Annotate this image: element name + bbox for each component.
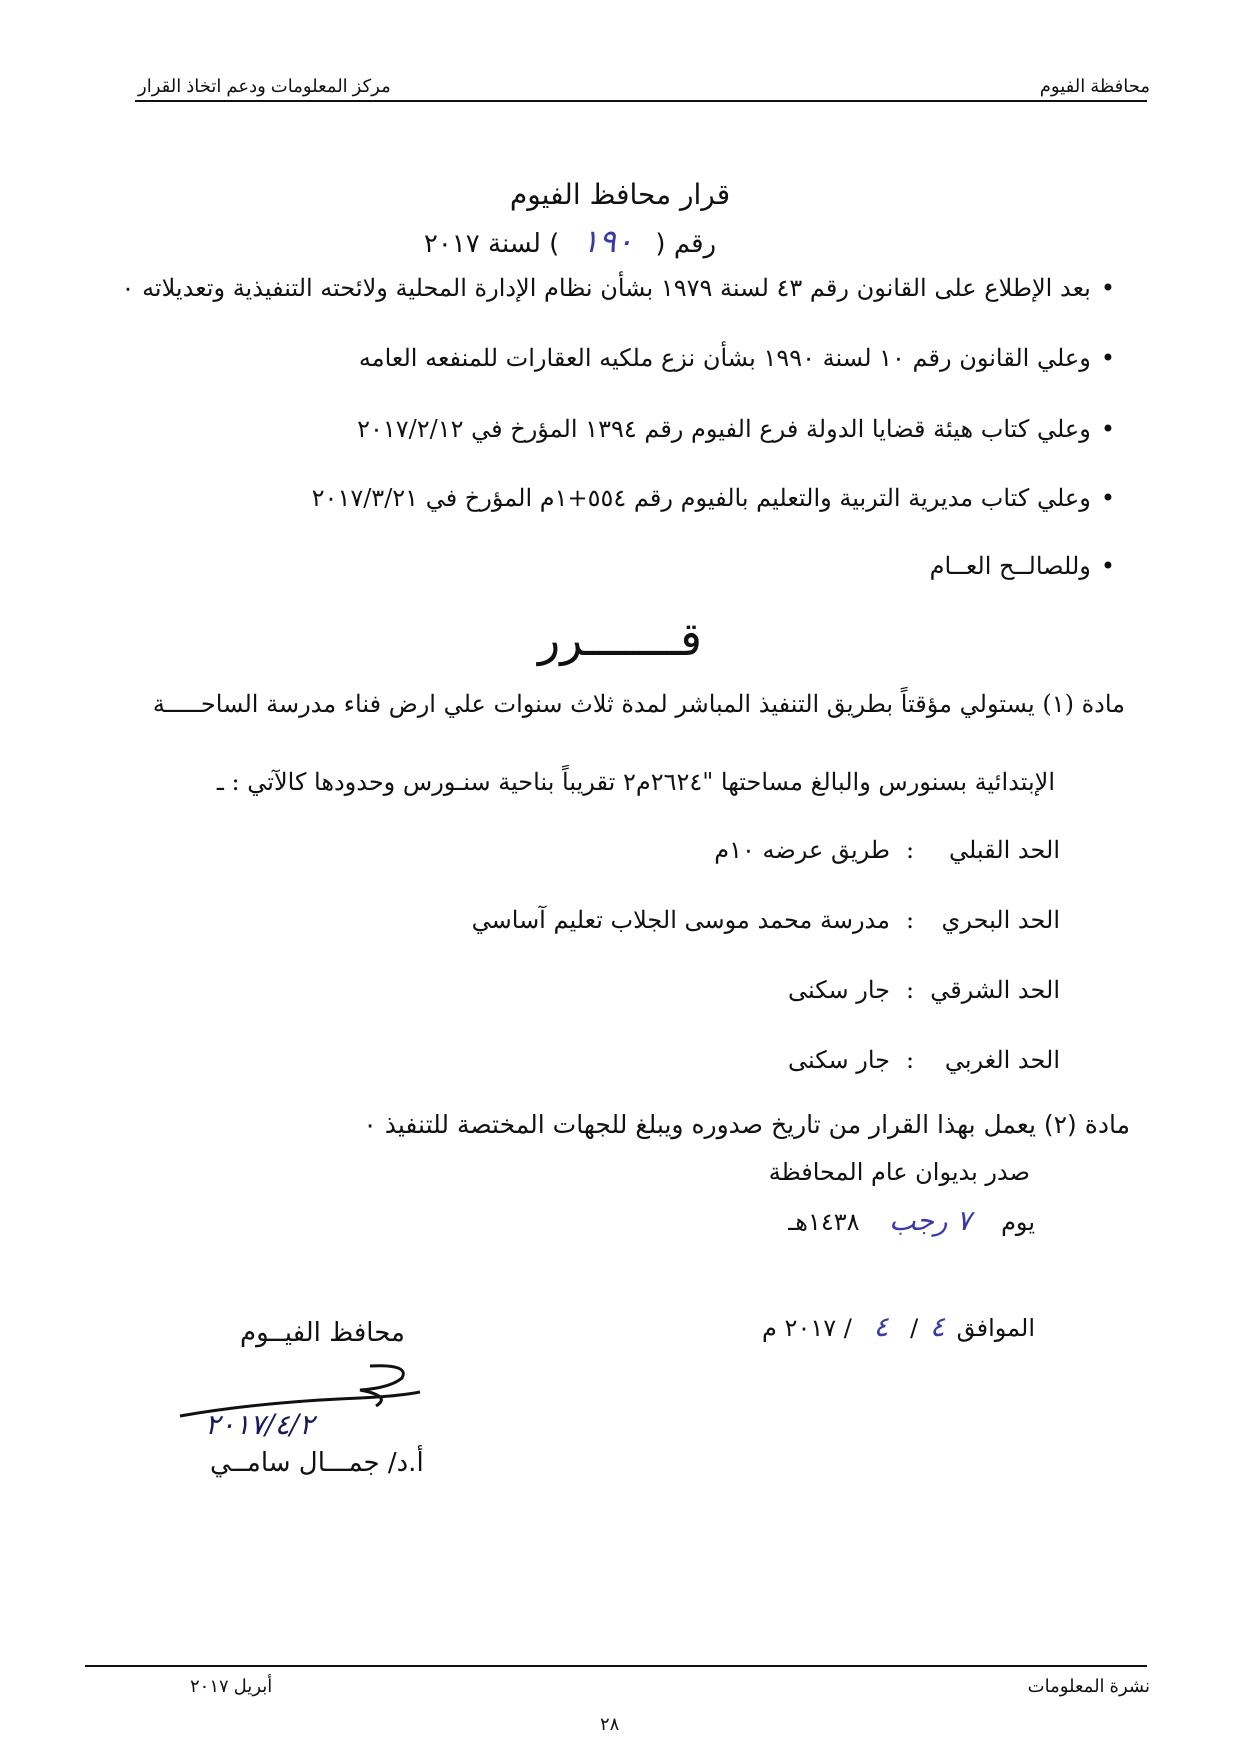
colon: :	[905, 906, 915, 934]
preamble-text-1: بعد الإطلاع على القانون رقم ٤٣ لسنة ١٩٧٩ بشأن نظام الإدارة المحلية ولائحته التنفيذية وتعديلاته ٠	[121, 274, 1091, 302]
preamble-text-5: وللصالــح العــام	[929, 552, 1091, 580]
border-label: الحد الشرقي	[930, 976, 1060, 1004]
border-value: جار سكنى	[788, 1046, 890, 1074]
decree-title: قرار محافظ الفيوم	[509, 178, 731, 211]
colon: :	[905, 976, 915, 1004]
border-west	[788, 1046, 1060, 1074]
border-south	[714, 836, 1060, 864]
preamble-item-2	[359, 344, 1115, 372]
preamble-text-2: وعلي القانون رقم ١٠ لسنة ١٩٩٠ بشأن نزع ملكيه العقارات للمنفعه العامه	[358, 344, 1091, 372]
article-2: مادة (٢) يعمل بهذا القرار من تاريخ صدوره ويبلغ للجهات المختصة للتنفيذ ٠	[363, 1110, 1130, 1139]
page-number: ٢٨	[600, 1714, 620, 1734]
border-label: الحد القبلي	[948, 836, 1060, 864]
signatory-name: أ.د/ جمـــال سامــي	[210, 1448, 424, 1478]
hijri-day: ٧ رجب	[889, 1204, 972, 1237]
decree-number-line	[380, 222, 760, 260]
corresponding-label: الموافق	[956, 1314, 1035, 1342]
decree-number-prefix: رقم (	[655, 229, 717, 259]
greg-day: ٤	[929, 1310, 945, 1343]
greg-rest: / ٢٠١٧ م	[762, 1314, 852, 1342]
border-value: مدرسة محمد موسى الجلاب تعليم آساسي	[471, 906, 890, 934]
issued-line: صدر بديوان عام المحافظة	[768, 1158, 1030, 1186]
signature-handwritten-date: ٢٠١٧/٤/٢	[205, 1408, 315, 1441]
header-right-text: محافظة الفيوم	[1039, 76, 1150, 96]
preamble-text-3: وعلي كتاب هيئة قضايا الدولة فرع الفيوم رقم ١٣٩٤ المؤرخ في ٢٠١٧/٢/١٢	[357, 415, 1091, 443]
preamble-item-4	[312, 484, 1115, 512]
bullet-icon: •	[1100, 415, 1115, 443]
hijri-date-line	[788, 1204, 1035, 1237]
preamble-text-4: وعلي كتاب مديرية التربية والتعليم بالفيوم رقم ٥٥٤+١م المؤرخ في ٢٠١٧/٣/٢١	[311, 484, 1091, 512]
decree-number-suffix: ) لسنة ٢٠١٧	[423, 229, 560, 259]
preamble-item-3	[357, 415, 1115, 443]
footer-left-text: أبريل ٢٠١٧	[190, 1676, 273, 1696]
border-label: الحد الغربي	[944, 1046, 1060, 1074]
border-value: طريق عرضه ١٠م	[714, 836, 890, 864]
hijri-year: ١٤٣٨هـ	[788, 1208, 860, 1236]
preamble-item-5	[930, 552, 1115, 580]
colon: :	[905, 836, 915, 864]
bullet-icon: •	[1100, 274, 1115, 302]
border-east	[788, 976, 1060, 1004]
colon: :	[905, 1046, 915, 1074]
bullet-icon: •	[1100, 484, 1115, 512]
decided-heading: قـــــــرر	[538, 612, 702, 666]
footer-right-text: نشرة المعلومات	[1027, 1676, 1150, 1696]
article-1-line-1: مادة (١) يستولي مؤقتاً بطريق التنفيذ المباشر لمدة ثلاث سنوات علي ارض فناء مدرسة الساحـــــة	[152, 690, 1125, 718]
preamble-item-1	[122, 274, 1115, 302]
header-left-text: مركز المعلومات ودعم اتخاذ القرار	[138, 76, 391, 96]
footer-rule	[85, 1665, 1147, 1667]
date-separator: /	[910, 1314, 919, 1342]
greg-month: ٤	[873, 1310, 889, 1343]
gregorian-date-line	[762, 1310, 1035, 1343]
article-1-line-2: الإبتدائية بسنورس والبالغ مساحتها "٢٦٢٤م٢ تقريباً بناحية سنـورس وحدودها كالآتي : ـ	[216, 768, 1055, 796]
decree-number: ١٩٠	[581, 222, 634, 260]
signature-title: محافظ الفيــوم	[240, 1318, 405, 1348]
border-label: الحد البحري	[941, 906, 1060, 934]
border-north	[472, 906, 1060, 934]
day-label: يوم	[1001, 1208, 1035, 1236]
header-rule	[135, 100, 1147, 102]
border-value: جار سكنى	[788, 976, 890, 1004]
bullet-icon: •	[1100, 344, 1115, 372]
bullet-icon: •	[1100, 552, 1115, 580]
